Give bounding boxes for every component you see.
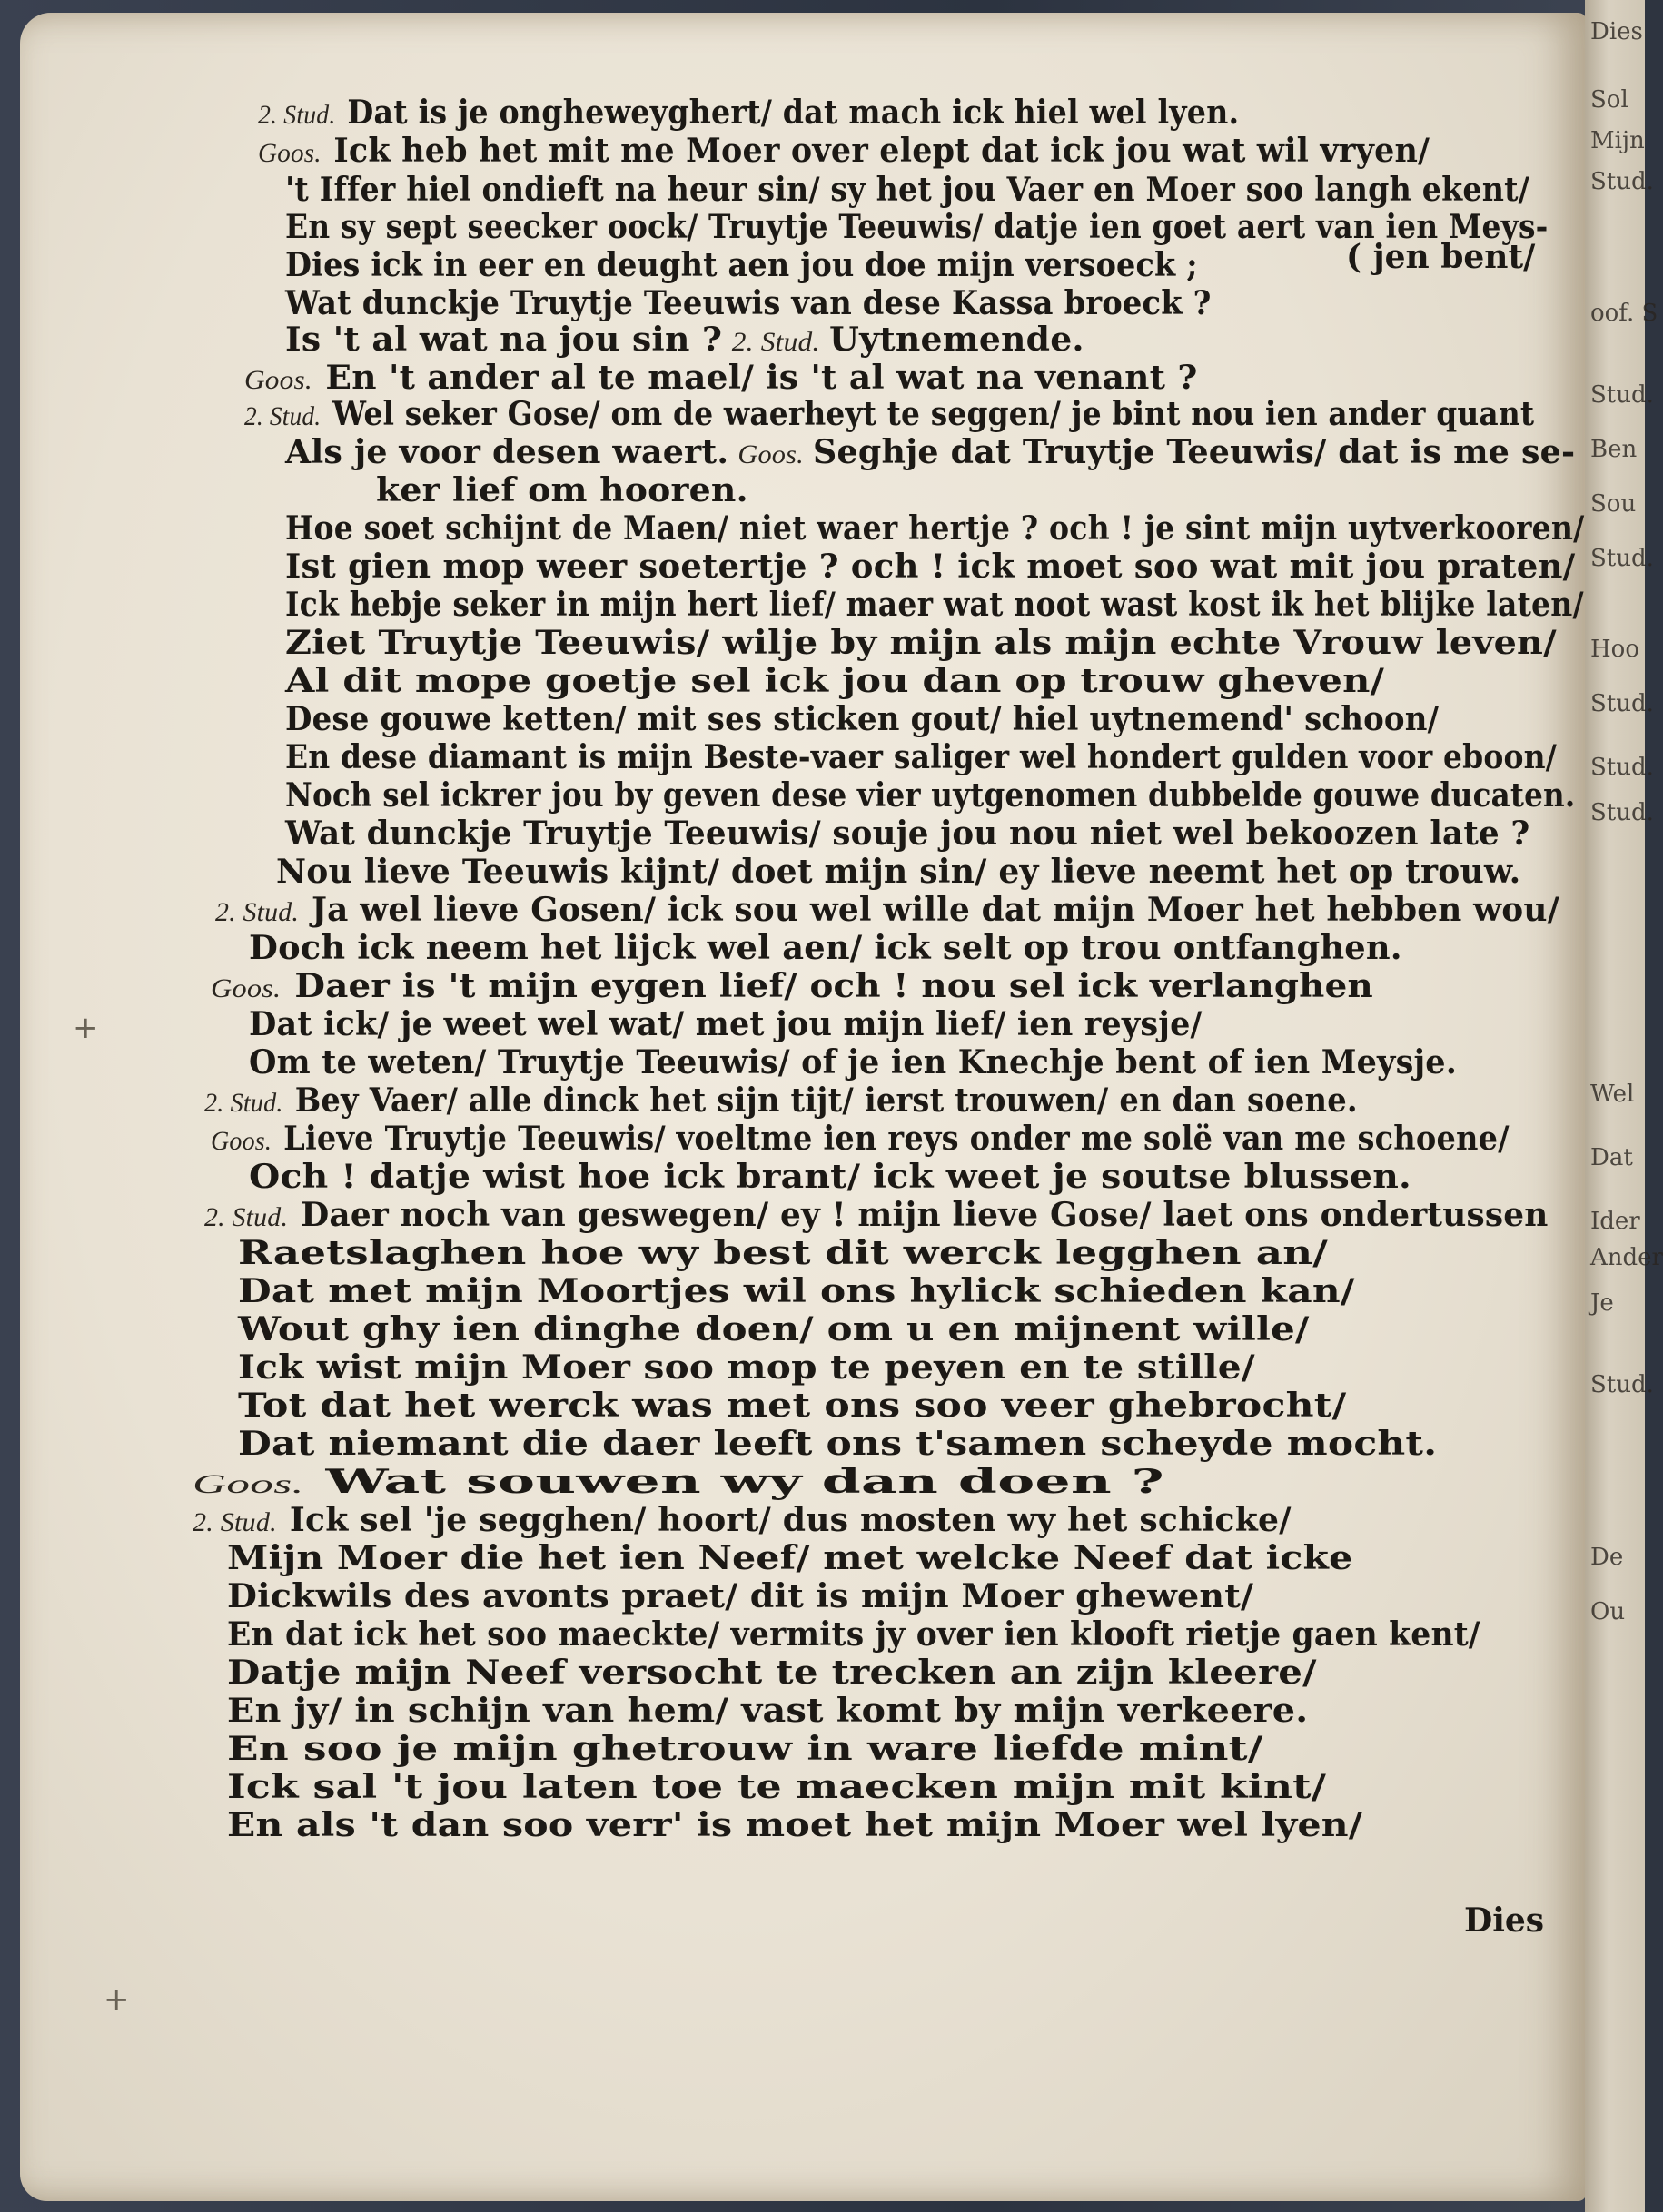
verse-text: Noch sel ickrer jou by geven dese vier uytgenomen dubbelde gouwe ducaten. [285,776,1576,815]
facing-page-fragment: Stud. [1590,1371,1654,1398]
verse-text: Daer is 't mijn eygen lief/ och ! nou sel ick verlanghen [294,967,1373,1005]
text-line [227,1805,1362,1845]
verse-text: ker lief om hooren. [376,471,748,509]
text-line [204,1081,1358,1123]
facing-page-fragment: oof. S [1590,300,1658,327]
facing-page-fragment: Ben [1590,436,1638,463]
verse-text: Is 't al wat na jou sin ? [285,321,723,359]
text-line [285,737,1557,777]
facing-page-fragment: Stud. [1590,799,1654,826]
verse-text: Dickwils des avonts praet/ dit is mijn Moer ghewent/ [227,1577,1254,1615]
text-line [285,623,1557,663]
text-line [238,1233,1328,1273]
facing-page-fragment: Stud. [1590,545,1654,572]
text-line [227,1615,1480,1654]
speaker-label: Goos. [211,973,282,1003]
text-line [238,1309,1309,1349]
verse-text: Ziet Truytje Teeuwis/ wilje by mijn als mijn echte Vrouw leven/ [285,624,1557,662]
facing-page-fragment: Ou [1590,1598,1626,1625]
verse-text: En soo je mijn ghetrouw in ware liefde mint/ [227,1730,1263,1768]
verse-text: Ja wel lieve Gosen/ ick sou wel wille dat mijn Moer het hebben wou/ [312,891,1559,929]
verse-text: Uytnemende. [829,321,1084,359]
text-line [258,131,1430,173]
verse-text: Tot dat het werck was met ons soo veer ghebrocht/ [238,1387,1347,1425]
text-line [285,661,1384,701]
text-line [285,283,1212,323]
text-line [211,966,1373,1009]
speaker-label: 2. Stud. [731,327,820,357]
facing-page-fragment: De [1590,1544,1624,1571]
text-line [238,1348,1255,1387]
verse-text: Bey Vaer/ alle dinck het sijn tijt/ ierst trouwen/ en dan soene. [294,1081,1358,1120]
text-line [249,1157,1411,1197]
text-line [249,1004,1203,1044]
text-line [376,470,748,510]
verse-text: 't Iffer hiel ondieft na heur sin/ sy het jou Vaer en Moer soo langh ekent/ [285,171,1530,209]
facing-page-edge [1585,0,1663,2212]
text-line [285,245,1198,285]
facing-page-fragment: Stud. [1590,168,1654,195]
text-line [285,432,1575,475]
facing-page-fragment: Stud. [1590,381,1654,409]
verse-text: Dat niemant die daer leeft ons t'samen scheyde mocht. [238,1425,1438,1463]
text-line [193,1500,1292,1543]
facing-page-fragment: Stud. [1590,754,1654,781]
facing-page-fragment: Ander [1590,1244,1663,1271]
verse-text: Mijn Moer die het ien Neef/ met welcke Neef dat icke [227,1539,1353,1577]
speaker-label: 2. Stud. [244,401,322,431]
text-line [244,394,1534,437]
verse-text: Lieve Truytje Teeuwis/ voeltme ien reys onder me solë van me schoene/ [283,1120,1510,1158]
verse-text: Datje mijn Neef versocht te trecken an zijn kleere/ [227,1654,1317,1692]
verse-text: Nou lieve Teeuwis kijnt/ doet mijn sin/ ey lieve neemt het op trouw. [276,853,1521,891]
speaker-label: Goos. [244,365,312,395]
verse-text: Wat dunckje Truytje Teeuwis/ souje jou nou niet wel bekoozen late ? [285,815,1530,853]
verse-text: Dat met mijn Moortjes wil ons hylick schieden kan/ [238,1272,1355,1310]
text-line [204,1195,1549,1238]
speaker-label: Goos. [211,1126,272,1156]
text-line [285,814,1529,854]
verse-text: Wat dunckje Truytje Teeuwis van dese Kassa broeck ? [285,284,1212,322]
text-line [285,170,1529,210]
text-line [249,1042,1457,1082]
verse-text: En 't ander al te mael/ is 't al wat na venant ? [325,359,1198,397]
line-continuation: ( jen bent/ [1346,238,1536,276]
verse-text: En dat ick het soo maeckte/ vermits jy over ien klooft rietje gaen kent/ [227,1615,1480,1654]
speaker-label: 2. Stud. [215,897,300,927]
verse-text: Ick hebje seker in mijn hert lief/ maer wat noot wast kost ik het blijke laten/ [285,586,1584,624]
verse-text: Wat souwen wy dan doen ? [325,1463,1165,1501]
text-line [276,852,1520,892]
text-line [285,509,1584,548]
book-page [20,13,1587,2201]
verse-text: Seghje dat Truytje Teeuwis/ dat is me se- [813,433,1576,471]
verse-text: Ick heb het mit me Moer over elept dat ick jou wat wil vryen/ [333,132,1430,170]
text-line [211,1119,1510,1161]
verse-text: Al dit mope goetje sel ick jou dan op trouw gheven/ [285,662,1385,700]
margin-mark-icon: + [104,1981,130,2018]
facing-page-fragment: Je [1590,1289,1614,1317]
facing-page-fragment: Dat [1590,1144,1633,1171]
verse-text: Om te weten/ Truytje Teeuwis/ of je ien Knechje bent of ien Meysje. [249,1043,1458,1081]
text-line [227,1538,1352,1578]
text-line [258,93,1239,135]
text-line [238,1424,1437,1464]
facing-page-fragment: Dies [1590,18,1643,45]
verse-text: Wel seker Gose/ om de waerheyt te seggen/ je bint nou ien ander quant [332,395,1535,433]
catchword: Dies [1464,1901,1545,1940]
facing-page-fragment: Sou [1590,490,1637,518]
text-line [285,585,1584,625]
verse-text: Hoe soet schijnt de Maen/ niet waer hertje ? och ! je sint mijn uytverkooren/ [285,509,1585,548]
verse-text: Als je voor desen waert. [285,433,729,471]
verse-text: Ick wist mijn Moer soo mop te peyen en te stille/ [238,1348,1255,1387]
text-line [215,890,1559,933]
facing-page-fragment: Stud. [1590,690,1654,717]
text-line [227,1576,1253,1616]
speaker-label: Goos. [737,439,804,469]
facing-page-fragment: Ider [1590,1208,1640,1235]
text-line [285,320,1084,362]
verse-text: Raetslaghen hoe wy best dit werck legghen an/ [238,1234,1329,1272]
speaker-label: Goos. [258,138,322,168]
verse-text: En dese diamant is mijn Beste-vaer saliger wel hondert gulden voor eboon/ [285,738,1557,776]
speaker-label: 2. Stud. [193,1507,277,1537]
verse-text: Dat ick/ je weet wel wat/ met jou mijn lief/ ien reysje/ [249,1005,1203,1043]
speaker-label: 2. Stud. [204,1088,283,1118]
speaker-label: Goos. [193,1469,304,1499]
text-line [249,928,1402,968]
verse-text: Wout ghy ien dinghe doen/ om u en mijnent wille/ [238,1310,1310,1348]
verse-text: Doch ick neem het lijck wel aen/ ick selt op trou ontfanghen. [249,929,1402,967]
verse-text: Dese gouwe ketten/ mit ses sticken gout/ hiel uytnemend' schoon/ [285,700,1440,738]
verse-text: Daer noch van geswegen/ ey ! mijn lieve Gose/ laet ons ondertussen [301,1196,1549,1234]
verse-text: En jy/ in schijn van hem/ vast komt by mijn verkeere. [227,1692,1309,1730]
text-line [227,1691,1308,1731]
speaker-label: 2. Stud. [258,100,336,130]
text-line [227,1729,1263,1769]
text-line [227,1653,1317,1693]
verse-text: Dat is je ongheweyghert/ dat mach ick hiel wel lyen. [347,94,1240,132]
facing-page-fragment: Sol [1590,86,1628,114]
text-line [285,699,1439,739]
text-line [238,1386,1346,1426]
facing-page-fragment: Mijn [1590,127,1645,154]
text-line [238,1271,1355,1311]
verse-text: Ist gien mop weer soetertje ? och ! ick moet soo wat mit jou praten/ [285,548,1576,586]
text-line [227,1767,1326,1807]
facing-page-fragment: Hoo [1590,636,1639,663]
verse-text: Ick sal 't jou laten toe te maecken mijn mit kint/ [227,1768,1327,1806]
verse-text: Ick sel 'je segghen/ hoort/ dus mosten wy het schicke/ [289,1501,1292,1539]
verse-text: Och ! datje wist hoe ick brant/ ick weet je soutse blussen. [249,1158,1411,1196]
text-line [193,1462,1164,1505]
text-line [285,547,1575,587]
margin-mark-icon: + [73,1010,99,1046]
text-line [285,775,1575,815]
verse-text: En als 't dan soo verr' is moet het mijn Moer wel lyen/ [227,1806,1363,1844]
verse-text: Dies ick in eer en deught aen jou doe mijn versoeck ; [285,246,1198,284]
facing-page-fragment: Wel [1590,1081,1635,1108]
speaker-label: 2. Stud. [204,1202,289,1232]
verse-text: En sy sept seecker oock/ Truytje Teeuwis/ datje ien goet aert van ien Meys- [285,208,1549,246]
